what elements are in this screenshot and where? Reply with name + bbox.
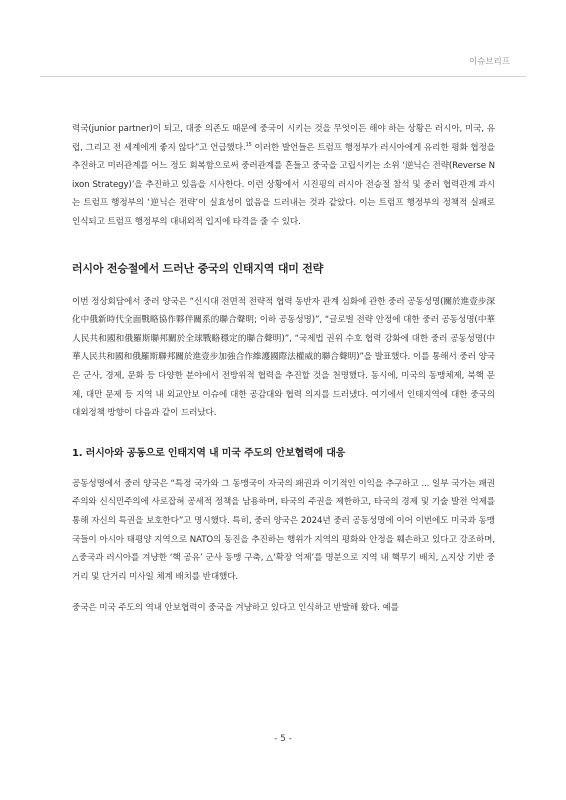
- paragraph-2: 이번 정상회담에서 중러 양국은 “신시대 전면적 전략적 협력 동반자 관계 심화에 관한 중러 공동성명(關於進壹步深化中俄新時代全面戰略協作夥伴關系的聯合聲明; 이하 공동성명)”, “글로벌 전략 안정에 대한 중러 공동성명(中華人民共和國和俄羅斯聯邦關於全球戰略穩定的聯合聲明)”, “국제법 권위 수호 협력 강화에 대한 중러 공동성명(中華人民共和國和俄羅斯聯邦關於進壹步加強合作維護國際法權威的聯合聲明)”을 발표했다. 이를 통해서 중러 양국은 군사, 경제, 문화 등 다양한 분야에서 전방위적 협력을 추진할 것을 천명했다. 동시에, 미국의 동맹체제, 북핵 문제, 대만 문제 등 지역 내 외교안보 이슈에 대한 공감대와 협력 의지를 드러냈다. 여기에서 인태지역에 대한 중국의 대외정책 방향이 다음과 같이 드러났다.: [72, 296, 495, 419]
- document-body: [72, 120, 495, 618]
- header-label: 이슈브리프: [468, 57, 510, 67]
- header-divider: [40, 76, 526, 77]
- paragraph-3: 공동성명에서 중러 양국은 “특정 국가와 그 동맹국이 자국의 패권과 이기적인 이익을 추구하고 ... 일부 국가는 패권주의와 신식민주의에 사로잡혀 공세적 정책을 남용하며, 타국의 주권을 제한하고, 타국의 경제 및 기술 발전 억제를 통해 자신의 특권을 보호한다”고 명시했다. 특히, 중러 양국은 2024년 중러 공동성명에 이어 이번에도 미국과 동맹국들이 아시아 태평양 지역으로 NATO의 동진을 추진하는 행위가 지역의 평화와 안정을 훼손하고 있다고 강조하며, △중국과 러시아를 겨냥한 ‘핵 공유’ 군사 동맹 구축, △‘확장 억제’를 명분으로 지역 내 핵무기 배치, △지상 기반 중거리 및 단거리 미사일 체계 배치를 반대했다.: [72, 478, 495, 582]
- paragraph-4: 중국은 미국 주도의 역내 안보협력이 중국을 겨냥하고 있다고 인식하고 반발해 왔다. 예를: [72, 603, 399, 614]
- paragraph-1-text: 력국(junior partner)이 되고, 대중 의존도 때문에 중국이 시키는 것을 무엇이든 해야 하는 상황은 러시아, 미국, 유럽, 그리고 전 세계에게 좋지 않다”고 언급했다.: [72, 124, 495, 153]
- footnote-ref[interactable]: 15: [245, 141, 252, 148]
- paragraph-1-continued: 이러한 발언들은 트럼프 행정부가 러시아에게 유리한 평화 협정을 추진하고 미러관계를 어느 정도 회복함으로써 중러관계를 흔들고 중국을 고립시키는 소위 ‘逆닉슨 전략(Reverse Nixon Strategy)’을 추진하고 있음을 시사한다. 이런 상황에서 시진핑의 러시아 전승절 참석 및 중러 협력관계 과시는 트럼프 행정부의 ‘逆닉슨 전략’이 실효성이 없음을 드러내는 것과 같았다. 이는 트럼프 행정부의 정책적 실패로 인식되고 트럼프 행정부의 대내외적 입지에 타격을 줄 수 있다.: [72, 142, 495, 227]
- page-number: - 5 -: [274, 734, 292, 744]
- paragraph-1: [72, 120, 495, 232]
- subsection-heading: 1. 러시아와 공동으로 인태지역 내 미국 주도의 안보협력에 대응: [72, 447, 346, 459]
- section-heading: 러시아 전승절에서 드러난 중국의 인태지역 대미 전략: [72, 261, 324, 275]
